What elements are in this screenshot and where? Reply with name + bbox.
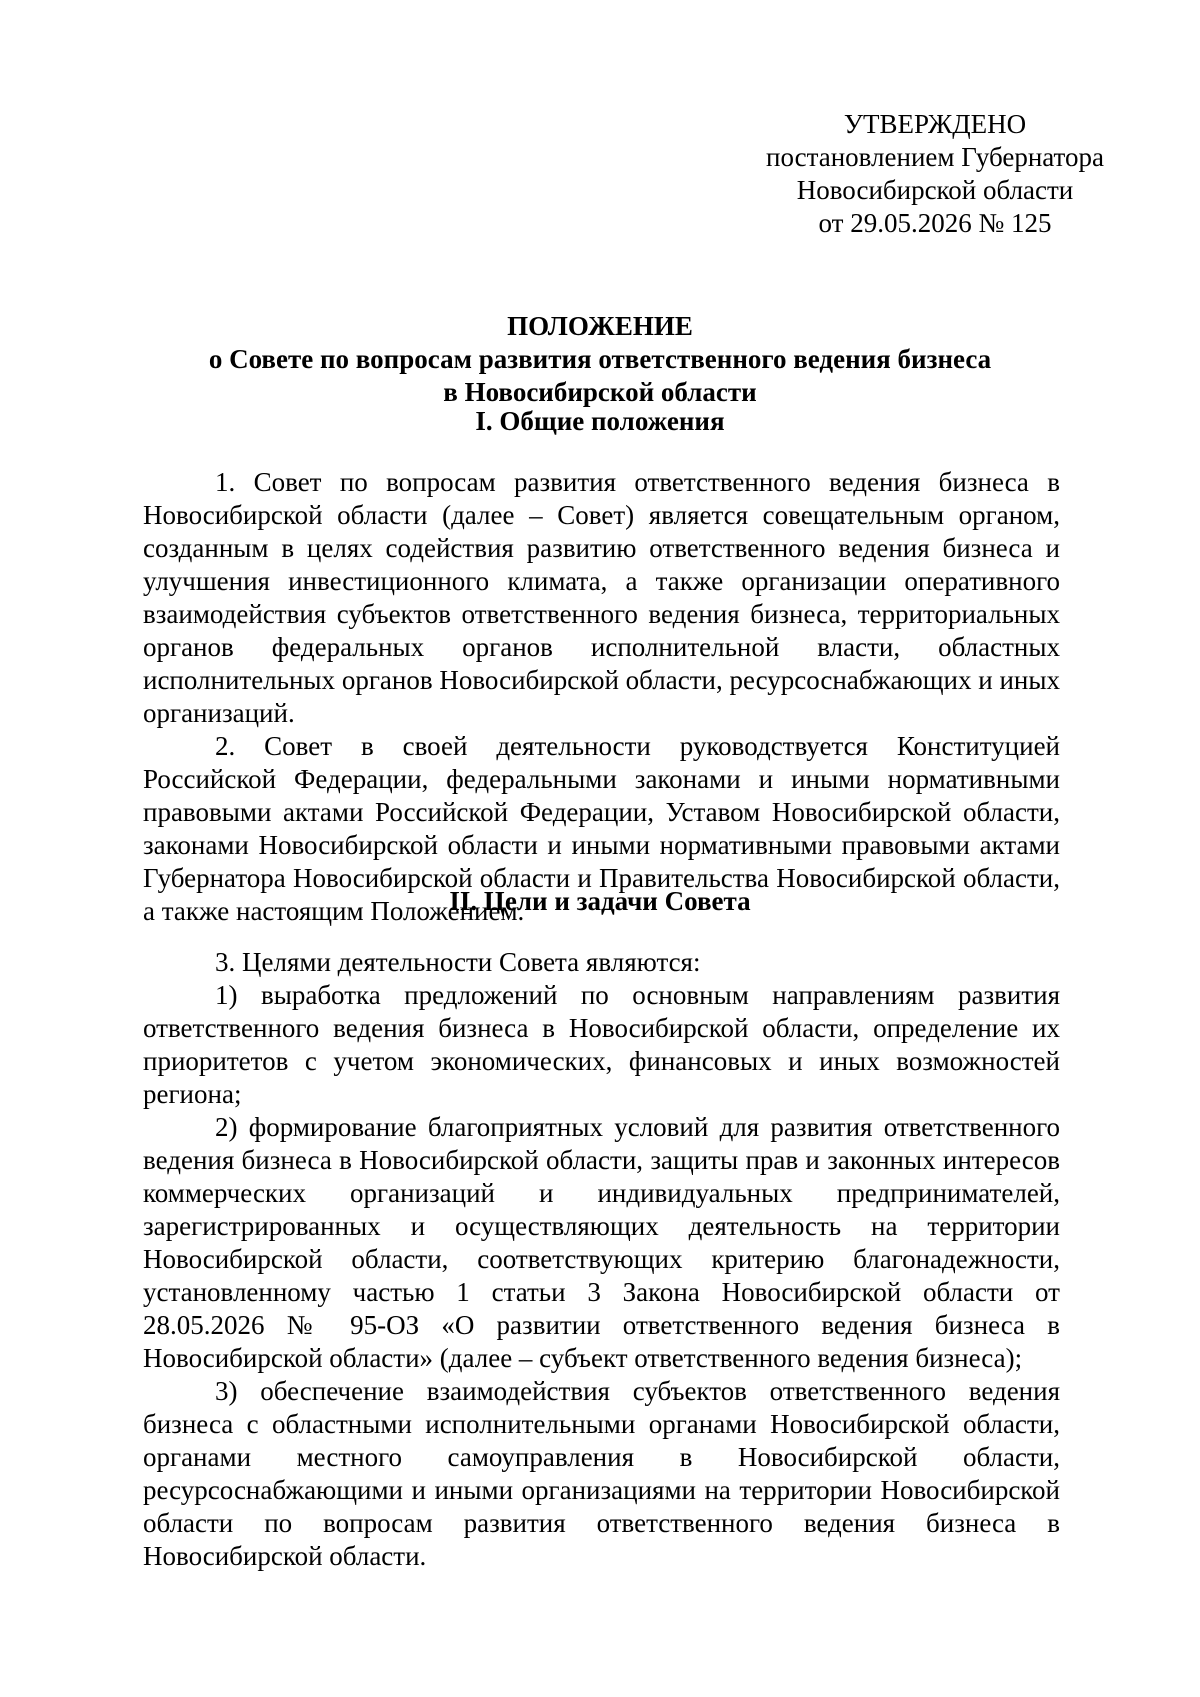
- paragraph-1: 1. Совет по вопросам развития ответственного ведения бизнеса в Новосибирской области (далее – Совет) является совещательным органом, созданным в целях содействия развитию ответственного ведения бизнеса и улучшения инвестиционного климата, а также организации оперативного взаимодействия субъектов ответственного ведения бизнеса, территориальных органов федеральных органов исполнительной власти, областных исполнительных органов Новосибирской области, ресурсоснабжающих и иных организаций.: [143, 467, 1060, 728]
- document-title: [140, 310, 1060, 409]
- paragraph-2: 2. Совет в своей деятельности руководствуется Конституцией Российской Федерации, федеральными законами и иными нормативными правовыми актами Российской Федерации, Уставом Новосибирской области, законами Новосибирской области и иными нормативными правовыми актами Губернатора Новосибирской области и Правительства Новосибирской области, а также настоящим Положением.: [143, 731, 1060, 926]
- approval-decree-line: постановлением Губернатора: [766, 142, 1104, 172]
- approval-date-number: от 29.05.2026 № 125: [818, 208, 1052, 238]
- paragraph-3-item-2: 2) формирование благоприятных условий для развития ответственного ведения бизнеса в Новосибирской области, защиты прав и законных интересов коммерческих организаций и индивидуальных предпринимателей, зарегистрированных и осуществляющих деятельность на территории Новосибирской области, соответствующих критерию благонадежности, установленному частью 1 статьи 3 Закона Новосибирской области от 28.05.2026 № 95-ОЗ «О развитии ответственного ведения бизнеса в Новосибирской области» (далее – субъект ответственного ведения бизнеса);: [143, 1112, 1060, 1373]
- paragraph-3-item-3: 3) обеспечение взаимодействия субъектов ответственного ведения бизнеса с областными исполнительными органами Новосибирской области, органами местного самоуправления в Новосибирской области, ресурсоснабжающими и иными организациями на территории Новосибирской области по вопросам развития ответственного ведения бизнеса в Новосибирской области.: [143, 1376, 1060, 1571]
- document-title-subject: о Совете по вопросам развития ответственного ведения бизнеса: [208, 344, 992, 374]
- approval-heading: УТВЕРЖДЕНО: [843, 109, 1027, 139]
- section-heading-goals: II. Цели и задачи Совета: [449, 886, 751, 916]
- paragraph-3: 3. Целями деятельности Совета являются:: [215, 947, 701, 977]
- approval-region-line: Новосибирской области: [796, 175, 1074, 205]
- document-title-region: в Новосибирской области: [443, 377, 757, 407]
- paragraph-3-item-1: 1) выработка предложений по основным направлениям развития ответственного ведения бизнеса в Новосибирской области, определение их приоритетов с учетом экономических, финансовых и иных возможностей региона;: [143, 980, 1060, 1109]
- document-title-kind: ПОЛОЖЕНИЕ: [507, 311, 693, 341]
- section-heading-general: I. Общие положения: [475, 406, 725, 436]
- approval-stamp: [745, 108, 1125, 240]
- section-body-goals: [143, 946, 1060, 1573]
- section-body-general: [143, 466, 1060, 928]
